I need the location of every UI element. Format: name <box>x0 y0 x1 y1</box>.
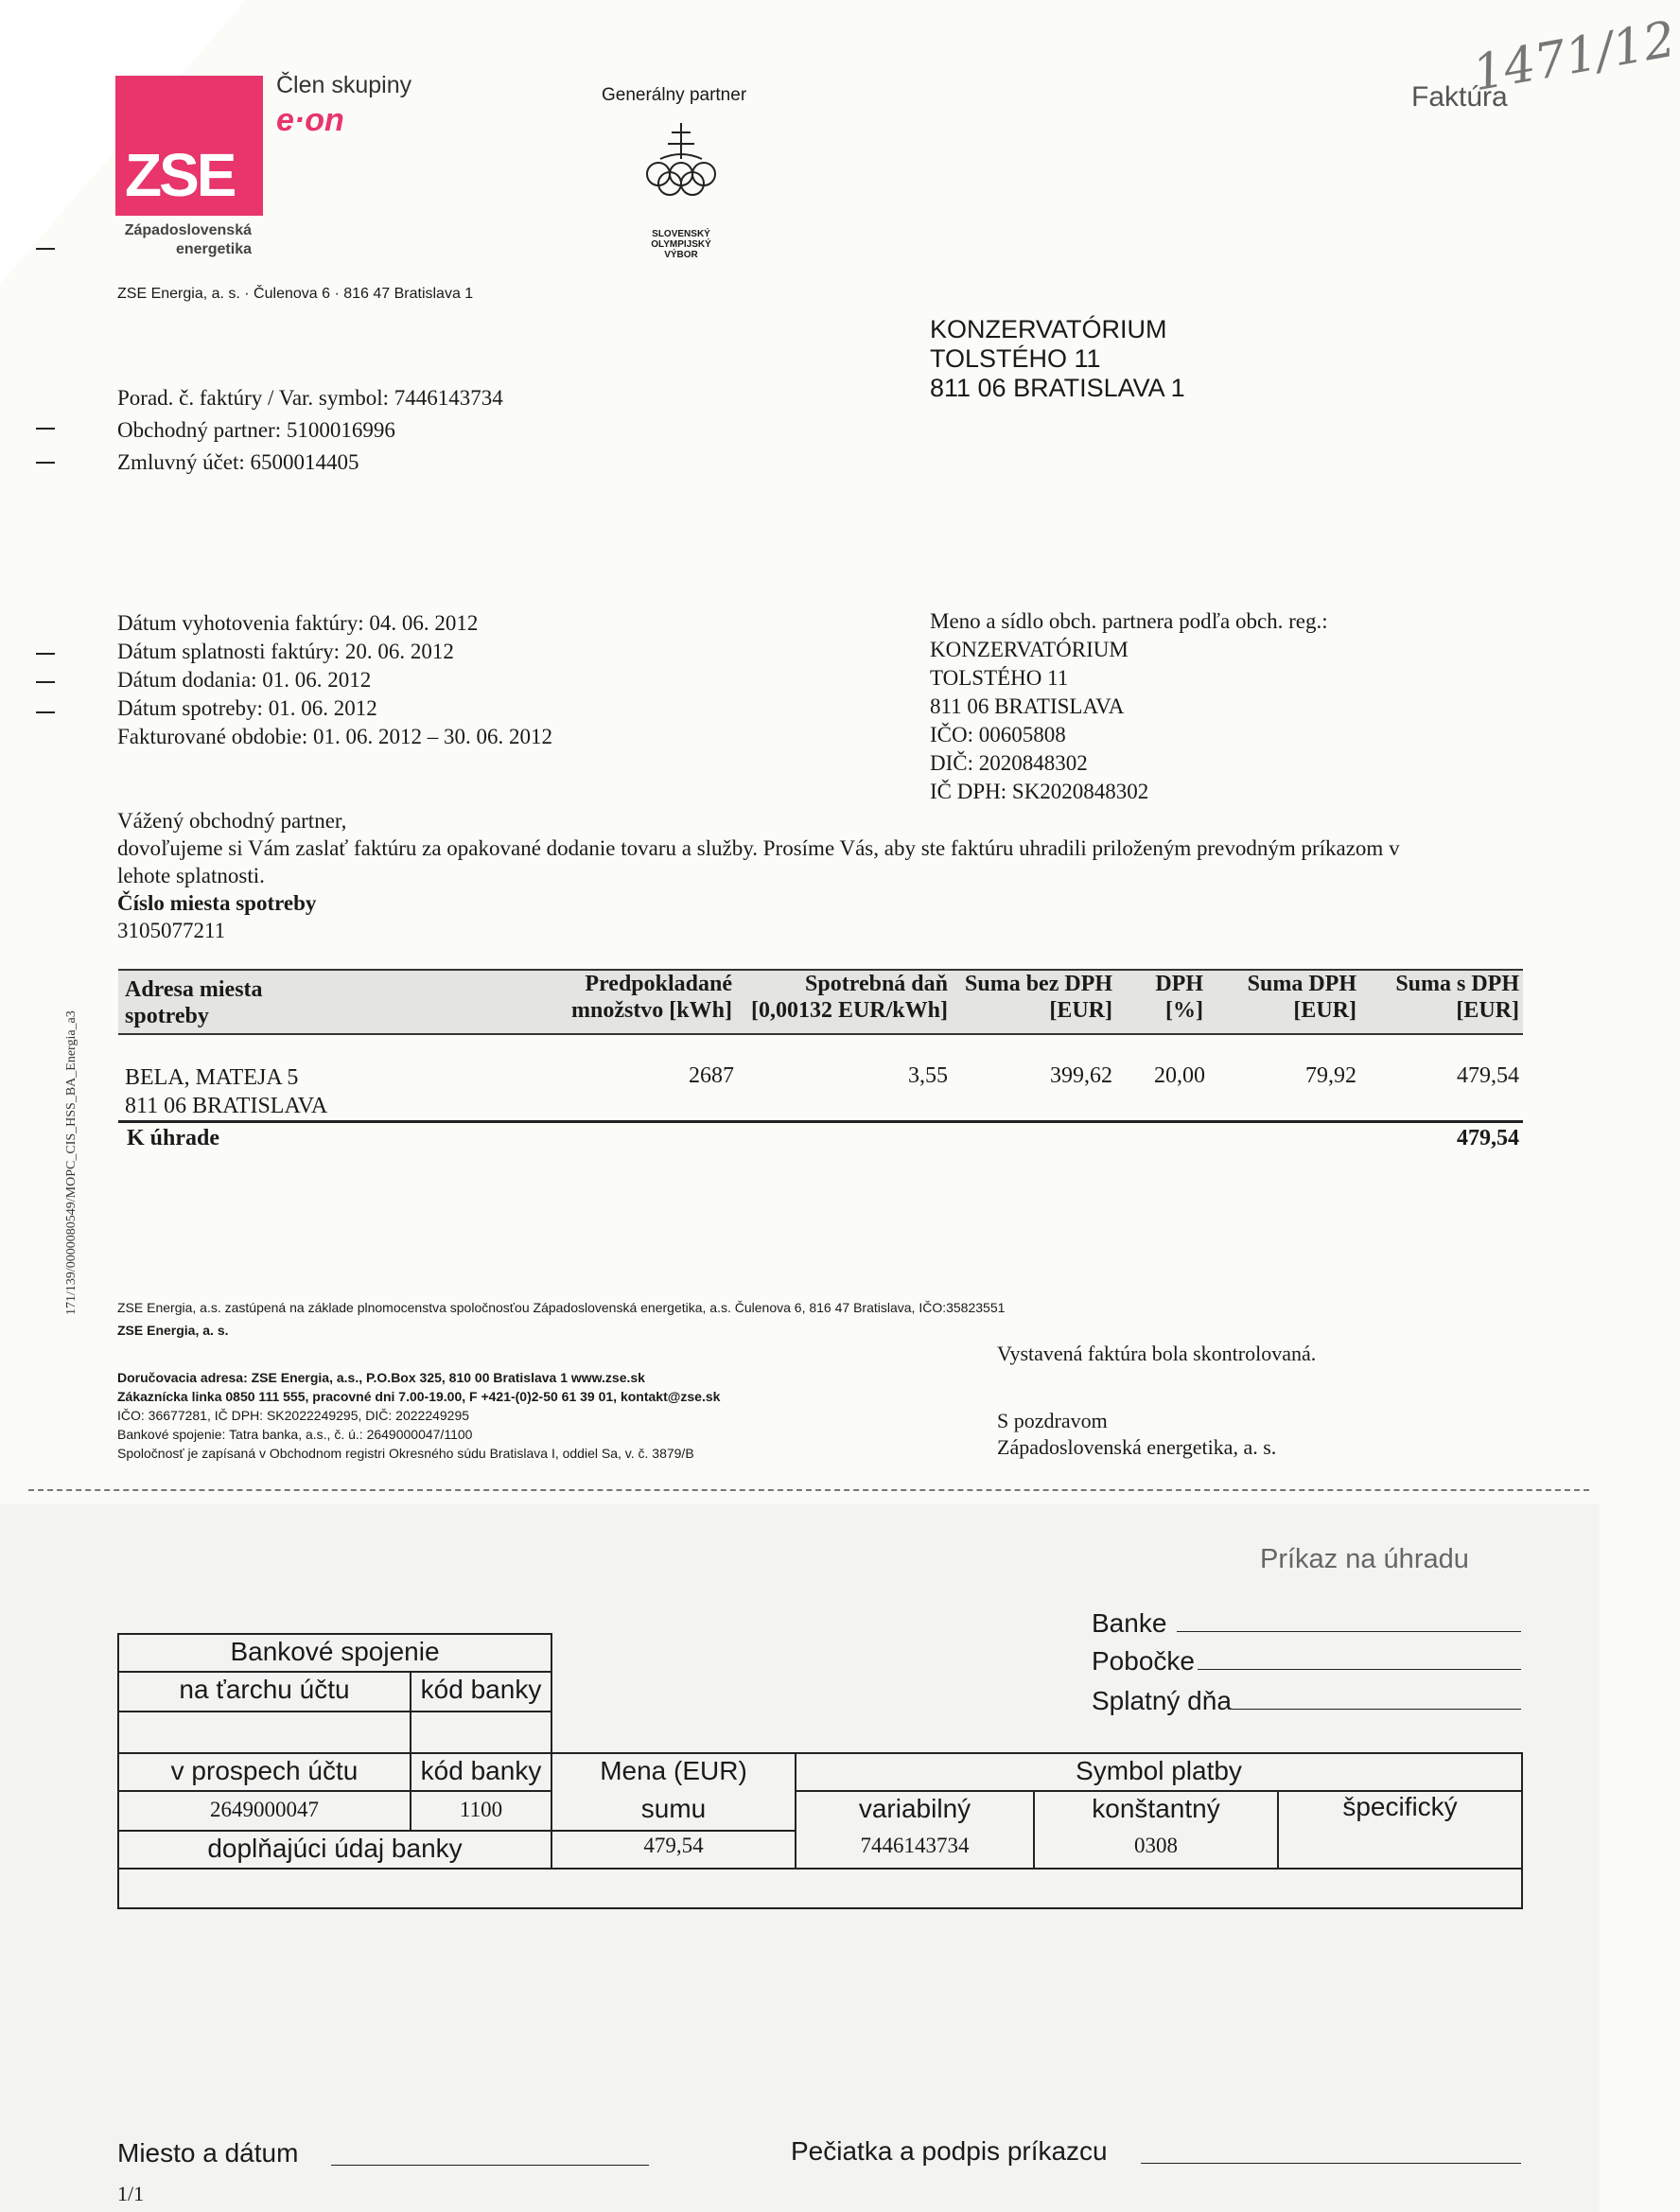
row-excise-tax: 3,55 <box>908 1063 948 1088</box>
footer-contacts <box>117 1368 969 1463</box>
place-date-label: Miesto a dátum <box>117 2138 299 2168</box>
margin-mark <box>36 711 55 713</box>
regards-block <box>997 1408 1276 1461</box>
registry-ico: IČO: 00605808 <box>930 723 1066 746</box>
margin-mark <box>36 248 55 250</box>
perforation-line <box>28 1489 1589 1491</box>
row-quantity: 2687 <box>689 1063 734 1088</box>
col-net-line2: [EUR] <box>1049 998 1112 1023</box>
footer-legal <box>117 1298 1347 1340</box>
footer-line6: Bankové spojenie: Tatra banka, a.s., č. ú.: 2649000047/1100 <box>117 1427 473 1442</box>
extra-bank-info-label: doplňajúci údaj banky <box>207 1834 463 1863</box>
col-vat-line1: DPH <box>1155 972 1203 996</box>
payment-order-title: Príkaz na úhradu <box>1260 1544 1469 1574</box>
payment-symbol-label: Symbol platby <box>1076 1756 1242 1785</box>
registry-dic: DIČ: 2020848302 <box>930 751 1088 775</box>
variable-symbol-label: variabilný <box>858 1794 971 1823</box>
business-partner-number: Obchodný partner: 5100016996 <box>117 418 395 442</box>
footer-line1: ZSE Energia, a.s. zastúpená na základe plnomocenstva spoločnosťou Západoslovenská energetika, a.s. Čulenova 6, 816 47 Bratislava, IČO:35823551 <box>117 1300 1006 1315</box>
general-partner-label: Generálny partner <box>602 85 747 105</box>
margin-mark <box>36 681 55 683</box>
col-header-address <box>125 976 371 1029</box>
footer-line4: Zákaznícka linka 0850 111 555, pracovné dni 7.00-19.00, F +421-(0)2-50 61 39 01, kontakt@zse.sk <box>117 1389 721 1404</box>
row-address-line2: 811 06 BRATISLAVA <box>125 1094 328 1118</box>
col-net-line1: Suma bez DPH <box>965 972 1112 996</box>
constant-symbol-value: 0308 <box>1134 1834 1178 1857</box>
olympic-committee-logo <box>624 115 738 229</box>
footer-line2: ZSE Energia, a. s. <box>117 1323 229 1338</box>
stamp-signature-line[interactable] <box>1141 2163 1521 2164</box>
margin-mark <box>36 653 55 655</box>
place-date-line[interactable] <box>331 2165 649 2166</box>
bank-input-line[interactable] <box>1177 1631 1521 1632</box>
recipient-line1: KONZERVATÓRIUM <box>930 315 1167 343</box>
table-row-address <box>125 1063 327 1120</box>
zse-logo <box>115 76 263 216</box>
eon-logo: e·on <box>276 102 344 138</box>
specific-symbol-label: špecifický <box>1342 1792 1458 1821</box>
footer-line7: Spoločnosť je zapísaná v Obchodnom registri Okresného súdu Bratislava I, oddiel Sa, v. č. 3879/B <box>117 1446 694 1461</box>
olympic-line2: OLYMPIJSKÝ <box>651 239 711 250</box>
olympic-line3: VÝBOR <box>664 250 698 260</box>
credit-account-label: v prospech účtu <box>170 1756 359 1785</box>
registry-name: KONZERVATÓRIUM <box>930 638 1129 661</box>
footer-line5: IČO: 36677281, IČ DPH: SK2022249295, DIČ: 2022249295 <box>117 1408 470 1423</box>
col-quantity-line1: Predpokladané <box>585 972 732 996</box>
zse-logo-letters: ZSE <box>125 141 235 209</box>
letter-text-line1: dovoľujeme si Vám zaslať faktúru za opakované dodanie tovaru a služby. Prosíme Vás, aby ste faktúru uhradili priloženým prevodným príkazom v <box>117 836 1400 860</box>
date-delivery: Dátum dodania: 01. 06. 2012 <box>117 668 372 692</box>
contract-account-number: Zmluvný účet: 6500014405 <box>117 450 359 474</box>
due-date-label: Splatný dňa <box>1092 1686 1232 1715</box>
row-address-line1: BELA, MATEJA 5 <box>125 1065 299 1090</box>
debit-account-label: na ťarchu účtu <box>179 1675 350 1704</box>
row-net: 399,62 <box>1050 1063 1112 1088</box>
invoice-identifiers <box>117 382 503 479</box>
recipient-line2: TOLSTÉHO 11 <box>930 344 1101 373</box>
page-number: 1/1 <box>117 2182 145 2205</box>
col-header-quantity <box>530 971 732 1024</box>
col-tax-line2: [0,00132 EUR/kWh] <box>750 998 948 1023</box>
invoice-dates <box>117 609 552 751</box>
variable-symbol-value: 7446143734 <box>860 1834 970 1857</box>
margin-mark <box>36 462 55 464</box>
company-name-line2: energetika <box>175 241 252 257</box>
olympic-committee-text <box>624 229 738 260</box>
signature-text: Západoslovenská energetika, a. s. <box>997 1435 1277 1459</box>
col-tax-line1: Spotrebná daň <box>805 972 948 996</box>
stamp-signature-label: Pečiatka a podpis príkazcu <box>791 2136 1108 2166</box>
checked-note: Vystavená faktúra bola skontrolovaná. <box>997 1342 1317 1365</box>
col-header-excise-tax <box>734 971 948 1024</box>
due-date-input-line[interactable] <box>1232 1709 1521 1710</box>
row-vat-rate: 20,00 <box>1154 1063 1205 1088</box>
registry-street: TOLSTÉHO 11 <box>930 666 1069 690</box>
currency-label: Mena (EUR) <box>600 1756 747 1785</box>
col-gross-line1: Suma s DPH <box>1395 972 1519 996</box>
footer-line3: Doručovacia adresa: ZSE Energia, a.s., P.O.Box 325, 810 00 Bratislava 1 www.zse.sk <box>117 1370 645 1385</box>
letter-body <box>117 807 1517 944</box>
member-of-label: Člen skupiny <box>276 72 412 98</box>
bank-label: Banke <box>1092 1608 1167 1638</box>
olympic-line1: SLOVENSKÝ <box>652 229 710 239</box>
col-gross-line2: [EUR] <box>1456 998 1519 1023</box>
col-vatsum-line1: Suma DPH <box>1247 972 1356 996</box>
invoice-number: Porad. č. faktúry / Var. symbol: 7446143734 <box>117 386 503 410</box>
credit-bank-code-value: 1100 <box>459 1798 503 1821</box>
credit-bank-code-label: kód banky <box>420 1756 542 1785</box>
recipient-line3: 811 06 BRATISLAVA 1 <box>930 374 1185 402</box>
recipient-address <box>930 315 1185 403</box>
col-header-gross <box>1362 971 1519 1024</box>
amount-value: 479,54 <box>643 1834 704 1857</box>
regards-text: S pozdravom <box>997 1409 1108 1432</box>
date-consumption: Dátum spotreby: 01. 06. 2012 <box>117 696 377 720</box>
handwritten-note: 1471/12 <box>1468 10 1680 103</box>
date-issued: Dátum vyhotovenia faktúry: 04. 06. 2012 <box>117 611 479 635</box>
total-divider <box>118 1120 1523 1123</box>
branch-input-line[interactable] <box>1198 1669 1521 1670</box>
debit-code-value-cell[interactable] <box>410 1711 552 1754</box>
col-quantity-line2: množstvo [kWh] <box>570 998 732 1023</box>
row-vat-sum: 79,92 <box>1305 1063 1356 1088</box>
registry-city: 811 06 BRATISLAVA <box>930 694 1125 718</box>
col-header-net <box>950 971 1112 1024</box>
margin-mark <box>36 428 55 430</box>
consumption-site-number: 3105077211 <box>117 919 226 942</box>
company-name-line1: Západoslovenská <box>124 222 252 238</box>
registry-icdph: IČ DPH: SK2020848302 <box>930 780 1149 803</box>
letter-greeting: Vážený obchodný partner, <box>117 809 347 833</box>
branch-label: Pobočke <box>1092 1646 1195 1676</box>
row-gross: 479,54 <box>1457 1063 1519 1088</box>
company-name <box>114 221 252 259</box>
col-address-line2: spotreby <box>125 1004 209 1028</box>
total-value: 479,54 <box>1457 1126 1519 1150</box>
date-due: Dátum splatnosti faktúry: 20. 06. 2012 <box>117 640 454 663</box>
consumption-site-label: Číslo miesta spotreby <box>117 891 317 915</box>
total-label: K úhrade <box>127 1126 220 1150</box>
credit-account-value: 2649000047 <box>210 1798 319 1821</box>
bank-connection-label: Bankové spojenie <box>230 1637 440 1666</box>
debit-bank-code-label: kód banky <box>420 1675 542 1704</box>
letter-text-line2: lehote splatnosti. <box>117 864 265 887</box>
registry-label: Meno a sídlo obch. partnera podľa obch. reg.: <box>930 609 1328 633</box>
partner-registry-info <box>930 607 1328 806</box>
col-address-line1: Adresa miesta <box>125 977 263 1002</box>
col-vat-line2: [%] <box>1165 998 1203 1023</box>
col-vatsum-line2: [EUR] <box>1293 998 1356 1023</box>
side-document-code: 171/139/0000080549/MOPC_CIS_HSS_BA_Energia_a3 <box>64 1010 79 1315</box>
billing-period: Fakturované obdobie: 01. 06. 2012 – 30. 06. 2012 <box>117 725 552 748</box>
sender-address: ZSE Energia, a. s. · Čulenova 6 · 816 47 Bratislava 1 <box>117 286 474 302</box>
col-header-vat-rate <box>1116 971 1203 1024</box>
constant-symbol-label: konštantný <box>1092 1794 1220 1823</box>
amount-label: sumu <box>640 1794 707 1823</box>
document-type-title: Faktúra <box>1411 81 1508 113</box>
col-header-vat-sum <box>1211 971 1356 1024</box>
